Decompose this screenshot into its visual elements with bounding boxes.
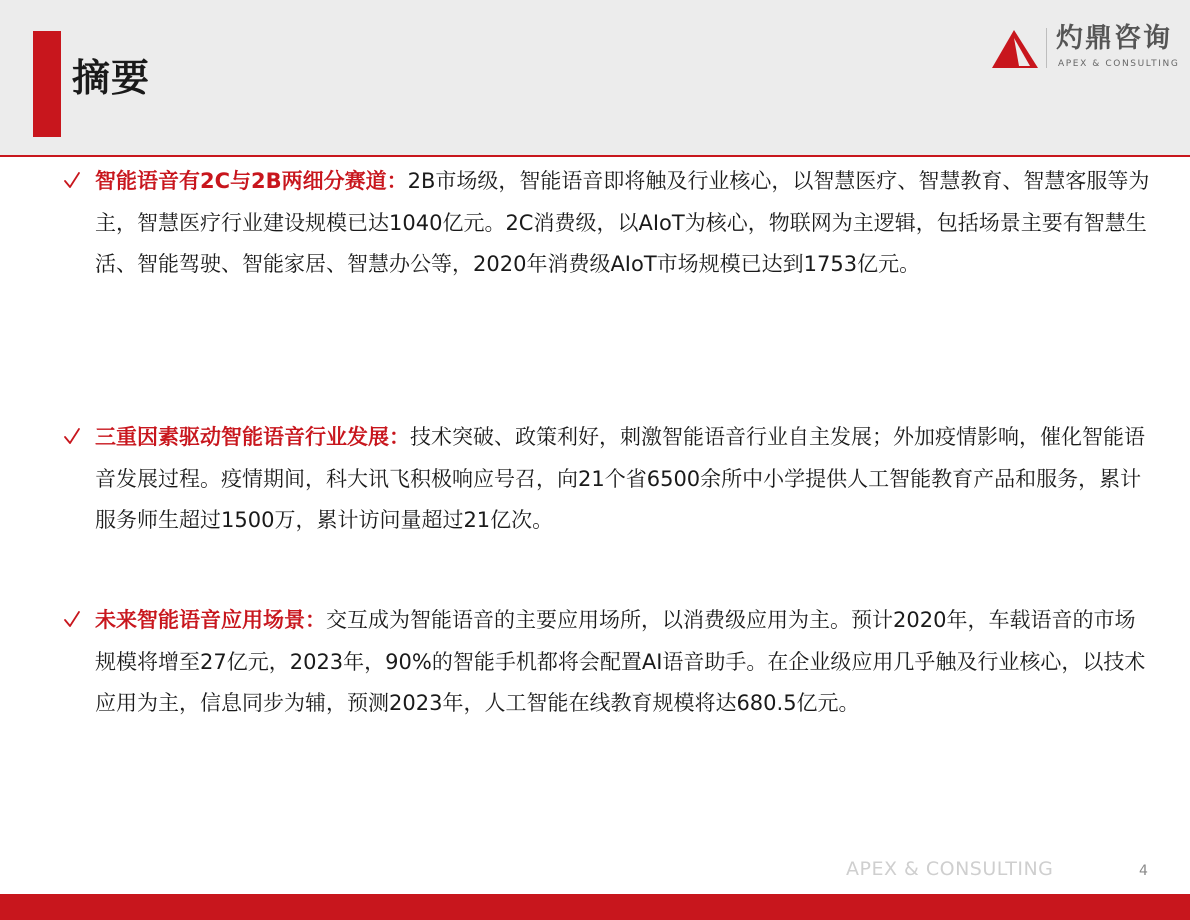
bullet-heading: 未来智能语音应用场景： xyxy=(95,608,326,632)
checkmark-icon xyxy=(62,600,82,638)
triangle-logo-icon xyxy=(990,28,1040,70)
logo-name-en: APEX & CONSULTING xyxy=(1058,59,1180,69)
bullet-heading: 智能语音有2C与2B两细分赛道： xyxy=(95,169,408,193)
bullet-heading: 三重因素驱动智能语音行业发展： xyxy=(95,425,410,449)
logo-divider xyxy=(1046,28,1047,68)
title-accent-bar xyxy=(33,31,61,137)
header-divider xyxy=(0,155,1190,157)
footer-band xyxy=(0,894,1190,920)
brand-logo xyxy=(990,22,1180,74)
page-number: 4 xyxy=(1139,863,1148,879)
logo-name-cn: 灼鼎咨询 xyxy=(1056,23,1172,54)
bullet-text xyxy=(95,600,1153,725)
bullet-text xyxy=(95,161,1153,286)
footer-brand: APEX & CONSULTING xyxy=(846,858,1054,880)
bullet-body: 技术突破、政策利好，刺激智能语音行业自主发展；外加疫情影响，催化智能语音发展过程。疫情期间，科大讯飞积极响应号召，向21个省6500余所中小学提供人工智能教育产品和服务，累计服务师生超过1500万，累计访问量超过21亿次。 xyxy=(95,425,1145,532)
checkmark-icon xyxy=(62,161,82,199)
bullet-text xyxy=(95,417,1153,542)
page-title: 摘要 xyxy=(72,56,151,100)
checkmark-icon xyxy=(62,417,82,455)
bullet-body: 交互成为智能语音的主要应用场所，以消费级应用为主。预计2020年，车载语音的市场规模将增至27亿元，2023年，90%的智能手机都将会配置AI语音助手。在企业级应用几乎触及行业核心，以技术应用为主，信息同步为辅，预测2023年，人工智能在线教育规模将达680.5亿元。 xyxy=(95,608,1146,715)
bullet-body: 2B市场级，智能语音即将触及行业核心，以智慧医疗、智慧教育、智慧客服等为主，智慧医疗行业建设规模已达1040亿元。2C消费级，以AIoT为核心，物联网为主逻辑，包括场景主要有智慧生活、智能驾驶、智能家居、智慧办公等，2020年消费级AIoT市场规模已达到1753亿元。 xyxy=(95,169,1150,276)
